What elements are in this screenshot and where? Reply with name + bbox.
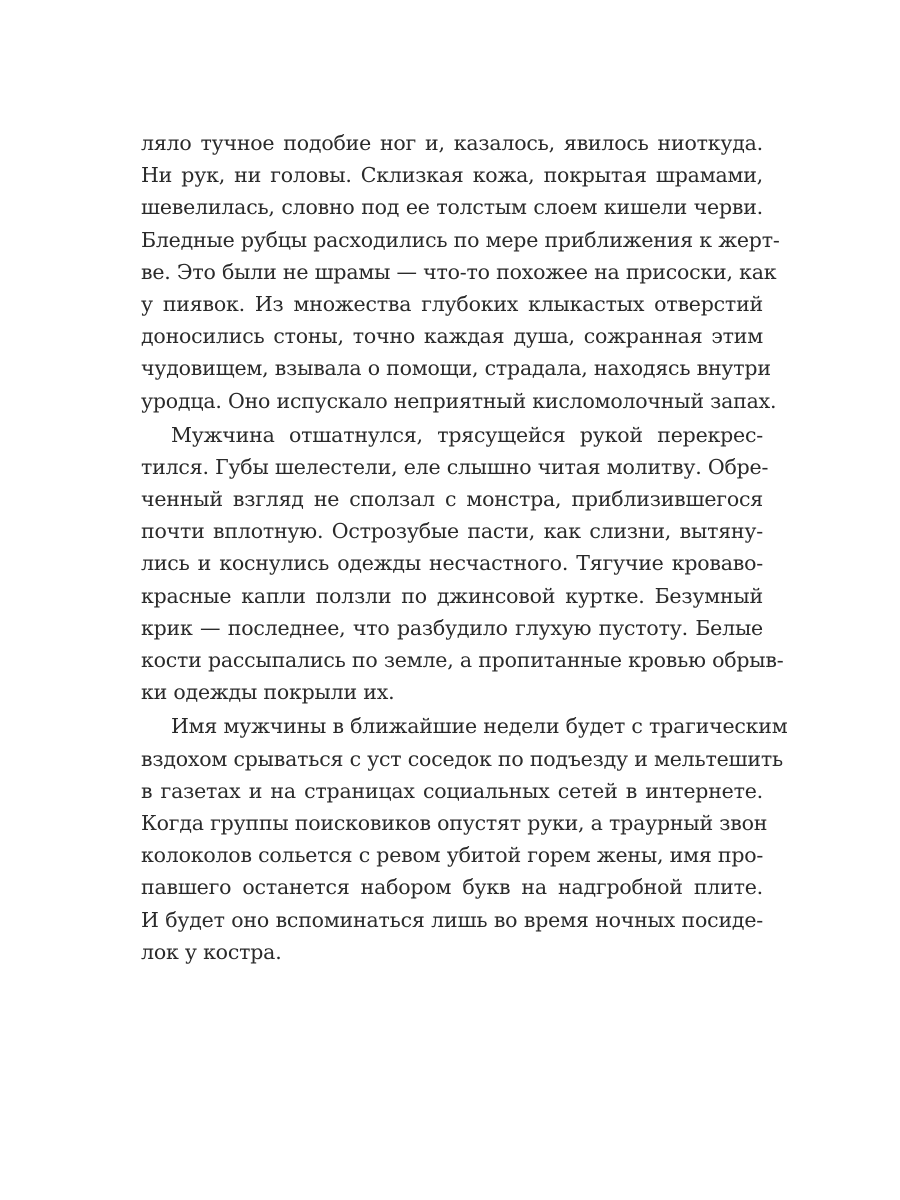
text-line: ченный взгляд не сползал с монстра, приблизившегося xyxy=(141,487,763,512)
text-line: кости рассыпались по земле, а пропитанные кровью обрыв- xyxy=(141,648,784,672)
text-line: павшего останется набором букв на надгробной плите. xyxy=(141,875,763,900)
text-line: ве. Это были не шрамы — что-то похожее на присоски, как xyxy=(141,259,777,284)
paragraph-1 xyxy=(141,127,780,417)
text-line: лись и коснулись одежды несчастного. Тягучие кроваво- xyxy=(141,551,763,576)
text-line: ляло тучное подобие ног и, казалось, явилось ниоткуда. xyxy=(141,131,763,155)
text-line: у пиявок. Из множества глубоких клыкастых отверстий xyxy=(141,291,763,316)
text-line: ки одежды покрыли их. xyxy=(141,680,395,705)
text-line: доносились стоны, точно каждая душа, сожранная этим xyxy=(141,324,763,349)
text-line: в газетах и на страницах социальных сетей в интернете. xyxy=(141,778,763,803)
text-line: чудовищем, взывала о помощи, страдала, находясь внутри xyxy=(141,356,771,381)
text-line: И будет оно вспоминаться лишь во время ночных посиде- xyxy=(141,907,763,932)
text-line: крик — последнее, что разбудило глухую пустоту. Белые xyxy=(141,615,763,640)
text-line: шевелилась, словно под ее толстым слоем кишели черви. xyxy=(141,195,763,220)
text-line: Ни рук, ни головы. Склизкая кожа, покрытая шрамами, xyxy=(141,163,763,188)
body-text xyxy=(141,127,788,968)
text-line: вздохом срываться с уст соседок по подъезду и мельтешить xyxy=(141,746,783,771)
text-line: красные капли ползли по джинсовой куртке. Безумный xyxy=(141,583,763,608)
text-line: почти вплотную. Острозубые пасти, как слизни, вытяну- xyxy=(141,519,763,544)
text-line: Когда группы поисковиков опустят руки, а траурный звон xyxy=(141,810,768,835)
paragraph-2 xyxy=(141,419,784,709)
text-line: Мужчина отшатнулся, трясущейся рукой перекрес- xyxy=(171,422,763,447)
text-line: тился. Губы шелестели, еле слышно читая молитву. Обре- xyxy=(141,454,769,479)
paragraph-3 xyxy=(141,710,788,968)
text-line: Имя мужчины в ближайшие недели будет с трагическим xyxy=(171,714,788,739)
text-line: колоколов сольется с ревом убитой горем жены, имя про- xyxy=(141,843,764,868)
text-line: лок у костра. xyxy=(141,939,282,964)
text-line: уродца. Оно испускало неприятный кисломолочный запах. xyxy=(141,388,777,413)
text-line: Бледные рубцы расходились по мере приближения к жерт- xyxy=(141,227,780,252)
